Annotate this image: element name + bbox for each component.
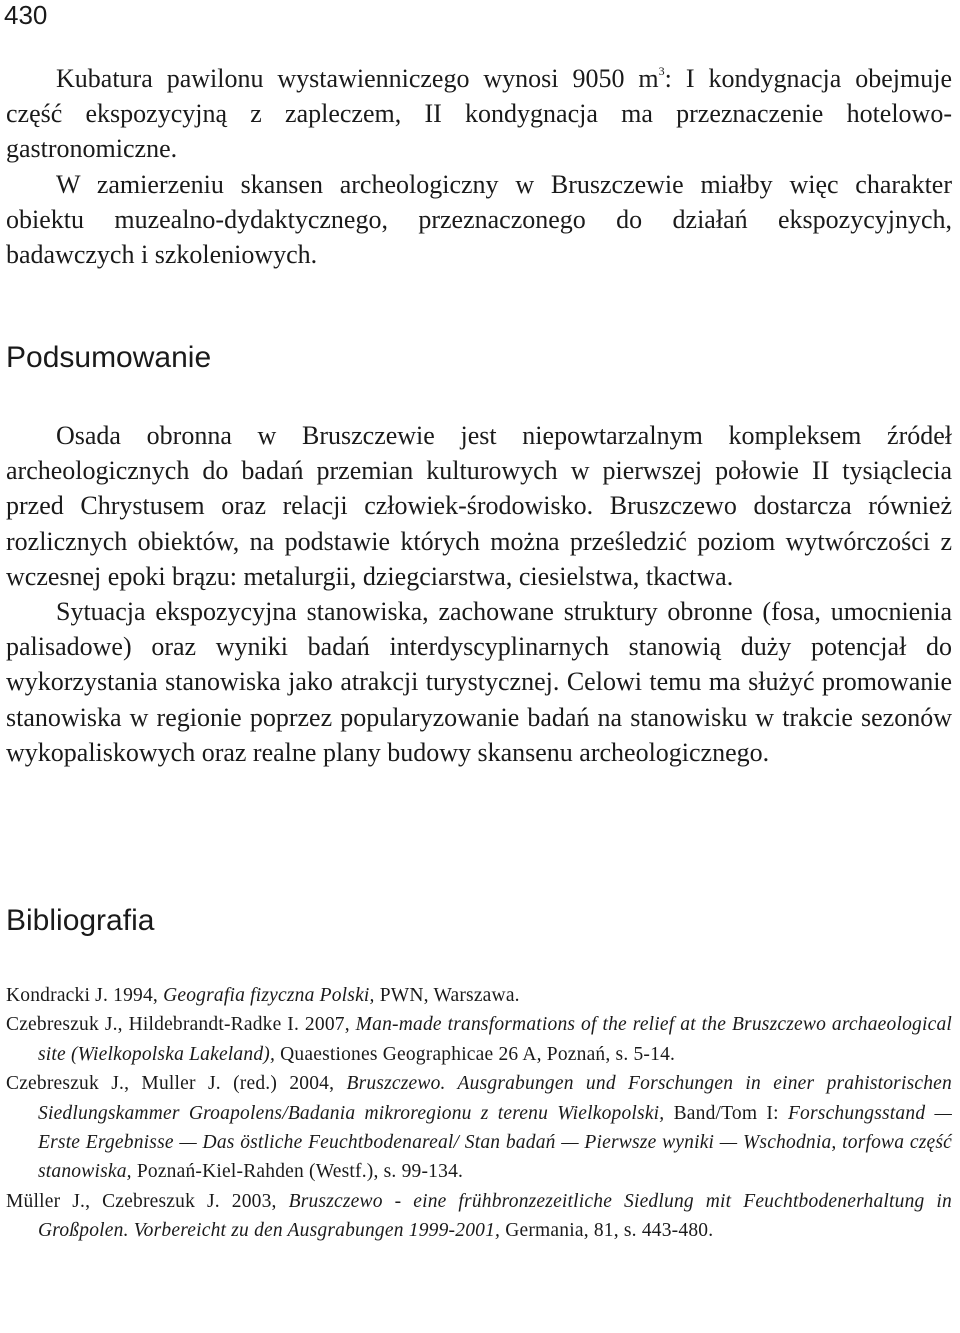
bib-entry-publisher: Germania, 81, s. 443-480. bbox=[500, 1220, 714, 1242]
intro-paragraph-2: W zamierzeniu skansen archeologiczny w Bruszczewie miałby więc charakter obiektu muzealno-dydaktycznego, przeznaczonego do działań ekspozycyjnych, badawczych i szkoleniowych. bbox=[6, 169, 952, 270]
summary-section bbox=[6, 418, 952, 770]
bib-entry-publisher: Quaestiones Geographicae 26 A, Poznań, s. 5-14. bbox=[275, 1043, 676, 1065]
intro-paragraph-1 bbox=[6, 61, 952, 167]
bib-entry-title: Man-made transformations of the relief at the Bruszczewo archaeological site (Wielkopolska Lakeland), bbox=[38, 1014, 953, 1065]
bib-entry-authors: Czebreszuk J., Hildebrandt-Radke I. 2007, bbox=[6, 1014, 356, 1036]
bib-entry-volume: Band/Tom I: bbox=[664, 1102, 788, 1124]
bib-entry-authors: Czebreszuk J., Muller J. (red.) 2004, bbox=[6, 1073, 347, 1095]
summary-heading: Podsumowanie bbox=[6, 341, 212, 374]
bibliography-entry bbox=[6, 1010, 952, 1069]
bib-entry-publisher: Poznań-Kiel-Rahden (Westf.), s. 99-134. bbox=[131, 1161, 464, 1183]
bib-entry-authors: Kondracki J. 1994, bbox=[6, 985, 164, 1006]
summary-paragraph-1: Osada obronna w Bruszczewie jest niepowtarzalnym kompleksem źródeł archeologicznych do badań przemian kulturowych w pierwszej połowie II tysiąclecia przed Chrystusem oraz relacji człowiek-środowisko. Bruszczewo dostarcza również rozlicznych obiektów, na podstawie których można prześledzić poziom wytwórczości z wczesnej epoki brązu: metalurgii, dziegciarstwa, ciesielstwa, tkactwa. bbox=[6, 421, 952, 591]
bib-entry-publisher: PWN, Warszawa. bbox=[374, 985, 520, 1006]
bibliography-entry bbox=[6, 1187, 952, 1246]
bib-entry-authors: Müller J., Czebreszuk J. 2003, bbox=[6, 1190, 289, 1212]
bib-entry-subtitle: Forschungsstand — Erste Ergebnisse — Das östliche Feuchtbodenareal/ Stan badań — Pierwsze wyniki — Wschodnia, torfowa część stanowiska, bbox=[38, 1102, 953, 1183]
intro-paragraph-1-text-a: Kubatura pawilonu wystawienniczego wynosi 9050 m bbox=[56, 64, 659, 93]
bib-entry-title: Bruszczewo - eine frühbronzezeitliche Siedlung mit Feuchtbodenerhaltung in Großpolen. Vorbereicht zu den Ausgrabungen 1999-2001, bbox=[38, 1190, 952, 1242]
page-number: 430 bbox=[4, 0, 48, 30]
bibliography-entry bbox=[6, 1069, 952, 1187]
superscript-cubic: 3 bbox=[658, 64, 665, 78]
summary-paragraph-2: Sytuacja ekspozycyjna stanowiska, zachowane struktury obronne (fosa, umocnienia palisadowe) oraz wyniki badań interdyscyplinarnych stanowią duży potencjał do wykorzystania stanowiska jako atrakcji turystycznej. Celowi temu ma służyć promowanie stanowiska w regionie poprzez popularyzowanie badań na stanowisku w trakcie sezonów wykopaliskowych oraz realne plany budowy skansenu archeologicznego. bbox=[6, 597, 952, 767]
bibliography-heading: Bibliografia bbox=[6, 904, 155, 937]
bib-entry-title: Geografia fizyczna Polski, bbox=[163, 985, 375, 1006]
bibliography-list bbox=[6, 981, 952, 1246]
bib-entry-title: Bruszczewo. Ausgrabungen und Forschungen in einer prahistorischen Siedlungskammer Groapolens/Badania mikroregionu z terenu Wielkopolski, bbox=[38, 1073, 952, 1124]
intro-paragraph-1-text-b: : I kondygnacja obejmuje część ekspozycyjną z zapleczem, II kondygnacja ma przeznaczenie hotelowo-gastronomiczne. bbox=[6, 64, 952, 164]
intro-section bbox=[6, 61, 952, 272]
bibliography-entry bbox=[6, 981, 952, 1010]
